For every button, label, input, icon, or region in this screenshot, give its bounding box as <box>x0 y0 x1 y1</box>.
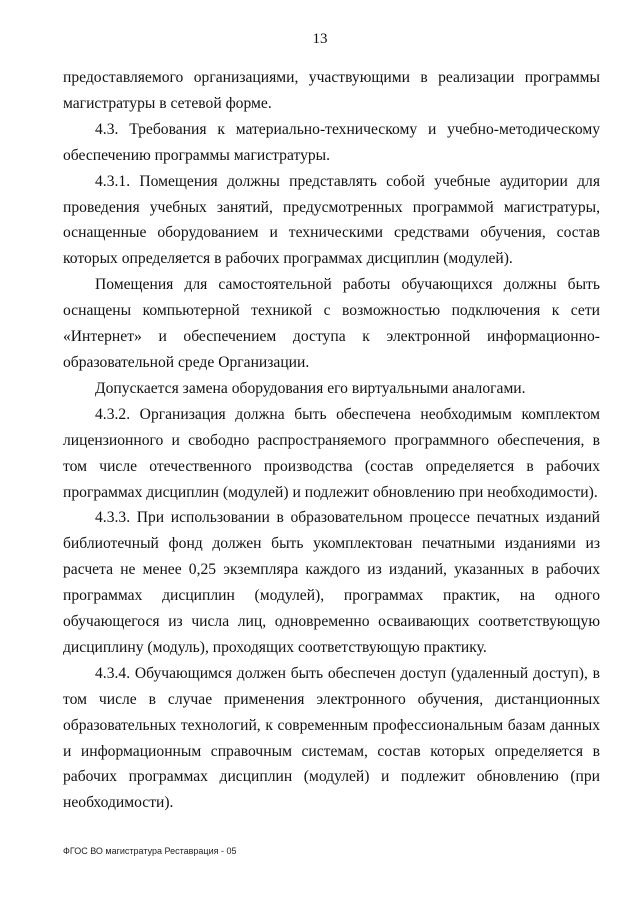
paragraph-section-4-3-1: 4.3.1. Помещения должны представлять собой учебные аудитории для проведения учебных занятий, предусмотренных программой магистратуры, оснащенные оборудованием и техническими средствами обучения, состав которых определяется в рабочих программах дисциплин (модулей). <box>63 172 600 268</box>
document-body <box>63 65 600 816</box>
page-number: 13 <box>312 31 328 47</box>
paragraph-section-4-3: 4.3. Требования к материально-техническому и учебно-методическому обеспечению программы магистратуры. <box>63 120 600 164</box>
paragraph-continuation: предоставляемого организациями, участвующими в реализации программы магистратуры в сетевой форме. <box>63 69 600 112</box>
paragraph-self-study-rooms: Помещения для самостоятельной работы обучающихся должны быть оснащены компьютерной техникой с возможностью подключения к сети «Интернет» и обеспечением доступа к электронной информационно-образовательной среде Организации. <box>63 276 600 371</box>
paragraph-section-4-3-3: 4.3.3. При использовании в образовательном процессе печатных изданий библиотечный фонд должен быть укомплектован печатными изданиями из расчета не менее 0,25 экземпляра каждого из изданий, указанных в рабочих программах дисциплин (модулей), программах практик, на одного обучающегося из числа лиц, одновременно осваивающих соответствующую дисциплину (модуль), проходящих соответствующую практику. <box>63 509 600 656</box>
paragraph-section-4-3-2: 4.3.2. Организация должна быть обеспечена необходимым комплектом лицензионного и свободно распространяемого программного обеспечения, в том числе отечественного производства (состав определяется в рабочих программах дисциплин (модулей) и подлежит обновлению при необходимости). <box>63 405 600 501</box>
document-footer: ФГОС ВО магистратура Реставрация - 05 <box>63 846 237 856</box>
paragraph-section-4-3-4: 4.3.4. Обучающимся должен быть обеспечен доступ (удаленный доступ), в том числе в случае применения электронного обучения, дистанционных образовательных технологий, к современным профессиональным базам данных и информационным справочным системам, состав которых определяется в рабочих программах дисциплин (модулей) и подлежит обновлению (при необходимости). <box>63 664 600 812</box>
paragraph-virtual-analogs: Допускается замена оборудования его виртуальными аналогами. <box>95 379 526 397</box>
